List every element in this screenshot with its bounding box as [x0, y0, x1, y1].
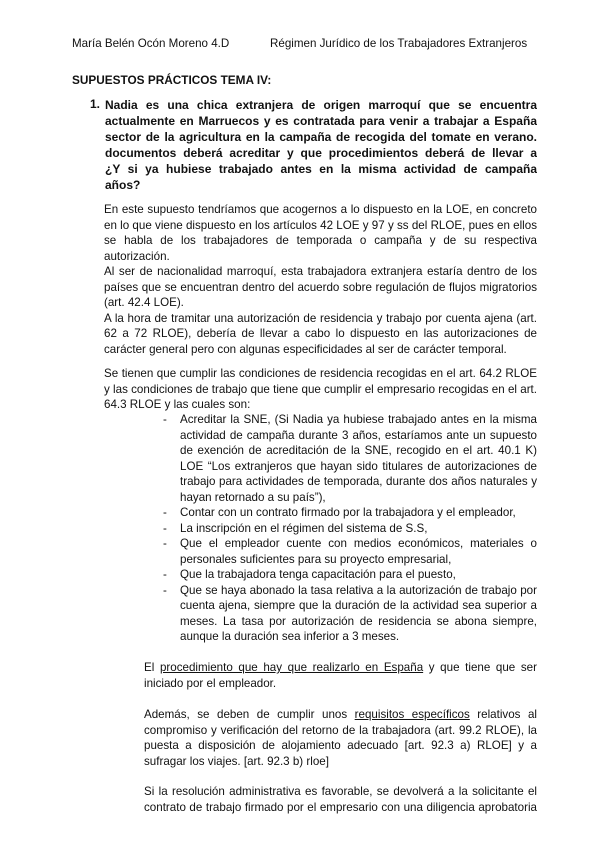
list-item-text [180, 536, 537, 567]
text-line: Que el empleador cuente con medios económicos, materiales o [180, 537, 537, 550]
header-author: María Belén Ocón Moreno 4.D [72, 37, 230, 50]
list-item [163, 536, 537, 567]
text-line: actividad de campaña durante 3 años, estaríamos ante un supuesto [180, 428, 537, 442]
text-line: países que se encuentran dentro del acuerdo sobre regulación de flujos migratorios [104, 280, 537, 294]
paragraph-requirements [144, 707, 537, 769]
bullet-dash: - [163, 583, 167, 597]
text-line: Que se haya abonado la tasa relativa a la autorización de trabajo por [180, 583, 537, 597]
question-number: 1. [90, 97, 101, 111]
underlined-text: procedimiento que hay que realizarlo en España [159, 661, 424, 674]
text-line: en lo que viene dispuesto en los artículos 42 LOE y 97 y ss del RLOE, pues en ellos [104, 218, 537, 232]
page-title: SUPUESTOS PRÁCTICOS TEMA IV: [72, 73, 272, 87]
header-subject: Régimen Jurídico de los Trabajadores Extranjeros [270, 37, 528, 50]
text-line: 62 a 72 RLOE), debería de llevar a cabo lo dispuesto en las autorizaciones de [104, 327, 537, 340]
list-item-text [180, 583, 537, 645]
text-line: se habla de los trabajadores de temporada o campaña y de su respectiva [104, 234, 537, 247]
text-line: Contar con un contrato firmado por la trabajadora y el empleador, [180, 506, 516, 519]
text-line: Nadia es una chica extranjera de origen marroquí que se encuentra [105, 98, 537, 112]
text-line: puesta a disposición de alojamiento adecuado [art. 92.3 a) RLOE] y a [144, 739, 537, 752]
bullet-dash: - [163, 568, 167, 581]
paragraph-conditions [104, 366, 537, 413]
text-line: meses. La tasa por autorización de residencia se abona siempre, [180, 614, 537, 628]
text-span: y que tiene que ser [423, 661, 537, 674]
text-line: 64.3 RLOE y las cuales son: [104, 398, 251, 411]
text-span: relativos al [469, 708, 537, 721]
bullet-dash: - [163, 506, 167, 519]
list-item [163, 521, 537, 537]
text-line: de exención de acreditación de la SNE, recogido en el art. 40.1 K) [180, 444, 537, 457]
list-item-text [180, 567, 537, 583]
text-line: y las condiciones de trabajo que tiene que cumplir el empresario recogidas en el art. [104, 382, 537, 396]
text-line: aunque la duración sea inferior a 3 meses. [180, 630, 400, 643]
text-line: (art. 42.4 LOE). [104, 296, 184, 309]
text-line: En este supuesto tendríamos que acogernos a lo dispuesto en la LOE, en concreto [104, 203, 537, 216]
conditions-list [163, 412, 537, 645]
text-line: contrato de trabajo firmado por el empresario con una diligencia aprobatoria [144, 800, 537, 814]
question-text [105, 97, 537, 193]
text-line: Acreditar la SNE, (Si Nadia ya hubiese trabajado antes en la misma [180, 413, 537, 426]
text-line: Al ser de nacionalidad marroquí, esta trabajadora extranjera estaría dentro de los [104, 265, 537, 278]
text-line: autorización. [104, 249, 170, 263]
text-line: carácter general pero con algunas especificidades al ser de carácter temporal. [104, 342, 507, 356]
text-line: sector de la agricultura en la campaña de recogida del tomate en verano. [105, 130, 537, 144]
text-line: actualmente en Marruecos y es contratada para venir a trabajar a España [105, 114, 537, 128]
text-line: La inscripción en el régimen del sistema de S.S, [180, 521, 428, 535]
paragraph-intro [104, 202, 537, 357]
list-item-text [180, 505, 537, 521]
text-line: Se tienen que cumplir las condiciones de residencia recogidas en el art. 64.2 RLOE [104, 367, 537, 380]
text-line: trabajo para actividades de temporada, durante dos años naturales y [180, 475, 537, 488]
text-line: Que la trabajadora tenga capacitación para el puesto, [180, 568, 456, 581]
list-item [163, 505, 537, 521]
bullet-dash: - [163, 413, 167, 426]
text-span: El [144, 661, 160, 674]
bullet-dash: - [163, 521, 167, 535]
text-line: A la hora de tramitar una autorización de residencia y trabajo por cuenta ajena (art. [104, 311, 537, 325]
text-line: documentos deberá acreditar y que procedimientos deberá de llevar a [105, 146, 537, 160]
question-1 [90, 97, 537, 193]
text-line [144, 660, 537, 676]
text-line: Si la resolución administrativa es favorable, se devolverá a la solicitante el [144, 785, 537, 798]
list-item [163, 412, 537, 505]
text-line: ¿Y si ya hubiese trabajado antes en la misma actividad de campaña [105, 162, 537, 176]
list-item-text [180, 521, 537, 537]
text-line: iniciado por el empleador. [144, 676, 277, 690]
text-line [144, 707, 537, 723]
text-line: LOE “Los extranjeros que hayan sido titulares de autorizaciones de [180, 459, 537, 473]
list-item [163, 583, 537, 645]
text-line: compromiso y verificación del retorno de la trabajadora (art. 99.2 RLOE), la [144, 723, 537, 737]
text-span: Además, se deben de cumplir unos [144, 708, 355, 721]
text-line: hayan retornado a su país”), [180, 490, 326, 504]
text-line: años? [105, 178, 141, 192]
paragraph-resolution [144, 784, 537, 815]
paragraph-procedure [144, 660, 537, 691]
text-line: cuenta ajena, siempre que la duración de la actividad sea superior a [180, 599, 537, 612]
list-item [163, 567, 537, 583]
list-item-text [180, 412, 537, 505]
text-line: personales suficientes para su proyecto empresarial, [180, 552, 452, 566]
bullet-dash: - [163, 537, 167, 550]
underlined-text: requisitos específicos [354, 708, 470, 721]
text-line: sufragar los viajes. [art. 92.3 b) rloe] [144, 754, 329, 768]
